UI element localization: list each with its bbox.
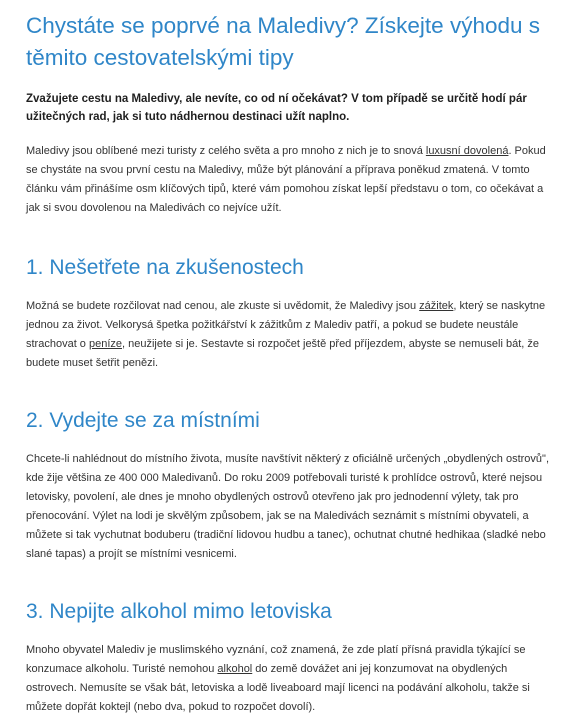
article-lead: Zvažujete cestu na Maledivy, ale nevíte, co od ní očekávat? V tom případě se určitě hodí pár užitečných rad, jak si tuto nádhernou destinaci užít naplno. — [26, 93, 527, 123]
section-1-text-2: , který se naskytne jednou za život. Velkorysá špetka požitkářství k zážitkům z Malediv patří, a pokud se budete neustále strachovat o — [26, 300, 546, 350]
section-3-text-2: do země dovážet ani jej konzumovat na obydlených ostrovech. Nemusíte se však bát, letoviska a lodě liveaboard mají licenci na podávání alkoholu, takže si můžete dopřát koktejl (nebo dva, pokud to rozpočet dovolí). — [26, 663, 530, 713]
intro-paragraph — [26, 142, 550, 218]
section-3-paragraph — [26, 641, 550, 717]
article-title: Chystáte se poprvé na Maledivy? Získejte výhodu s těmito cestovatelskými tipy — [26, 13, 541, 70]
experience-link[interactable]: zážitek — [419, 300, 454, 312]
luxury-holiday-link[interactable]: luxusní dovolená — [425, 145, 509, 157]
section-1-heading: 1. Nešetřete na zkušenostech — [26, 256, 304, 279]
intro-text-1: Maledivy jsou oblíbené mezi turisty z celého světa a pro mnoho z nich je to snová — [26, 145, 426, 157]
alcohol-link[interactable]: alkohol — [217, 663, 253, 675]
intro-text-2: . Pokud se chystáte na svou první cestu na Maledivy, může být plánování a příprava poněkud zmatená. V tomto článku vám přinášíme osm klíčových tipů, které vám pomohou získat lepší představu o tom, co očekávat a jak si svou dovolenou na Maledivách co nejvíce užít. — [26, 145, 546, 214]
section-3-heading: 3. Nepijte alkohol mimo letoviska — [26, 600, 332, 623]
section-2-paragraph: Chcete-li nahlédnout do místního života, musíte navštívit některý z oficiálně určených „obydlených ostrovů", kde žije většina ze 400 000 Maledivanů. Do roku 2009 potřebovali turisté k prohlídce ostrovů, které nejsou letovisky, povolení, ale dnes je mnoho obydlených ostrovů otevřeno jak pro jednodenní výlety, tak pro přenocování. Výlet na lodi je skvělým způsobem, jak se na Maledivách seznámit s místními obyvateli, a můžete si tak vychutnat boduberu (tradiční lidovou hudbu a tanec), ochutnat chutné hedhikaa (sladké nebo slané tapas) a projít se místními vesnicemi. — [26, 453, 549, 560]
section-3-text-1: Mnoho obyvatel Malediv je muslimského vyznání, což znamená, že zde platí přísná pravidla týkající se konzumace alkoholu. Turisté nemohou — [26, 644, 526, 675]
money-link[interactable]: peníze — [88, 338, 123, 350]
section-2-heading: 2. Vydejte se za místními — [26, 409, 260, 432]
section-1-text-3: , neužijete si je. Sestavte si rozpočet ještě před příjezdem, abyste se nemuseli bát, že budete muset šetřit penězi. — [26, 338, 540, 369]
section-1-text-1: Možná se budete rozčilovat nad cenou, ale zkuste si uvědomit, že Maledivy jsou — [26, 300, 420, 312]
section-1-paragraph — [26, 297, 550, 373]
